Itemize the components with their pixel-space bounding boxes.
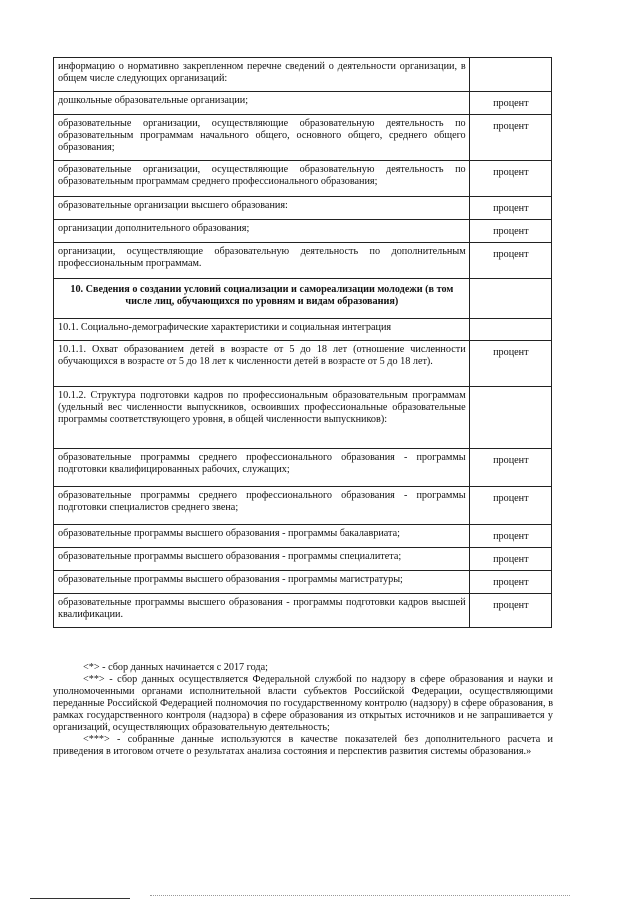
table-row (54, 92, 552, 115)
indicator-text: дошкольные образовательные организации; (54, 92, 470, 115)
indicator-text: образовательные программы высшего образования - программы подготовки кадров высшей квалификации. (54, 594, 470, 628)
unit-cell: процент (469, 220, 551, 243)
indicator-text: 10.1. Социально-демографические характеристики и социальная интеграция (54, 319, 470, 341)
table-row (54, 449, 552, 487)
unit-cell: процент (469, 92, 551, 115)
indicator-text: организации, осуществляющие образовательную деятельность по дополнительным профессиональным программам. (54, 243, 470, 279)
table-row (54, 487, 552, 525)
table-row (54, 161, 552, 197)
indicator-text: образовательные программы высшего образования - программы бакалавриата; (54, 525, 470, 548)
table-row (54, 58, 552, 92)
unit-cell: процент (469, 449, 551, 487)
indicator-text: образовательные программы среднего профессионального образования - программы подготовки квалифицированных рабочих, служащих; (54, 449, 470, 487)
indicator-text: образовательные программы среднего профессионального образования - программы подготовки специалистов среднего звена; (54, 487, 470, 525)
unit-cell: процент (469, 548, 551, 571)
indicator-text: образовательные организации высшего образования: (54, 197, 470, 220)
indicator-text: образовательные организации, осуществляющие образовательную деятельность по образовательным программам среднего профессионального образования; (54, 161, 470, 197)
unit-cell (469, 387, 551, 449)
unit-cell (469, 279, 551, 319)
unit-cell: процент (469, 161, 551, 197)
table-row (54, 197, 552, 220)
section-heading: 10. Сведения о создании условий социализации и самореализации молодежи (в том числе лиц, обучающихся по уровням и видам образования) (54, 279, 470, 319)
unit-cell: процент (469, 487, 551, 525)
unit-cell: процент (469, 341, 551, 387)
unit-cell (469, 319, 551, 341)
table-row (54, 220, 552, 243)
indicators-table (53, 57, 552, 628)
unit-cell: процент (469, 594, 551, 628)
indicator-text: информацию о нормативно закрепленном перечне сведений о деятельности организации, в общем числе следующих организаций: (54, 58, 470, 92)
indicator-text: образовательные программы высшего образования - программы магистратуры; (54, 571, 470, 594)
footer-rule (30, 898, 130, 899)
table-row (54, 319, 552, 341)
table-row (54, 594, 552, 628)
table-row (54, 525, 552, 548)
footnote-1: <*> - сбор данных начинается с 2017 года; (83, 662, 268, 673)
indicator-text: 10.1.2. Структура подготовки кадров по профессиональным образовательным программам (удельный вес численности выпускников, освоивших профессиональные образовательные программы соответствующего уровня, в общей численности выпускников): (54, 387, 470, 449)
table-row (54, 243, 552, 279)
footnotes (53, 662, 553, 758)
unit-cell: процент (469, 525, 551, 548)
footnote-3: <***> - собранные данные используются в качестве показателей без дополнительного расчета и приведения в итоговом отчете о результатах анализа состояния и перспектив развития системы образования.» (53, 734, 553, 757)
table-row (54, 341, 552, 387)
unit-cell (469, 58, 551, 92)
table-row (54, 387, 552, 449)
indicator-text: организации дополнительного образования; (54, 220, 470, 243)
unit-cell: процент (469, 197, 551, 220)
unit-cell: процент (469, 571, 551, 594)
table-row (54, 115, 552, 161)
table-row (54, 548, 552, 571)
unit-cell: процент (469, 115, 551, 161)
footer-marks (150, 895, 570, 899)
indicator-text: образовательные программы высшего образования - программы специалитета; (54, 548, 470, 571)
unit-cell: процент (469, 243, 551, 279)
table-row (54, 279, 552, 319)
footnote-2: <**> - сбор данных осуществляется Федеральной службой по надзору в сфере образования и науки и уполномоченными органами исполнительной власти субъектов Российской Федерации, осуществляющими переданные Российской Федерацией полномочия по государственному контролю (надзору) в сфере образования, в рамках государственного контроля (надзора) в сфере образования из открытых источников и не запрашивается у организаций, осуществляющих образовательную деятельность; (53, 674, 553, 733)
indicator-text: 10.1.1. Охват образованием детей в возрасте от 5 до 18 лет (отношение численности обучающихся в возрасте от 5 до 18 лет к численности детей в возрасте от 5 до 18 лет). (54, 341, 470, 387)
table-row (54, 571, 552, 594)
indicator-text: образовательные организации, осуществляющие образовательную деятельность по образовательным программам начального общего, основного общего, среднего общего образования; (54, 115, 470, 161)
